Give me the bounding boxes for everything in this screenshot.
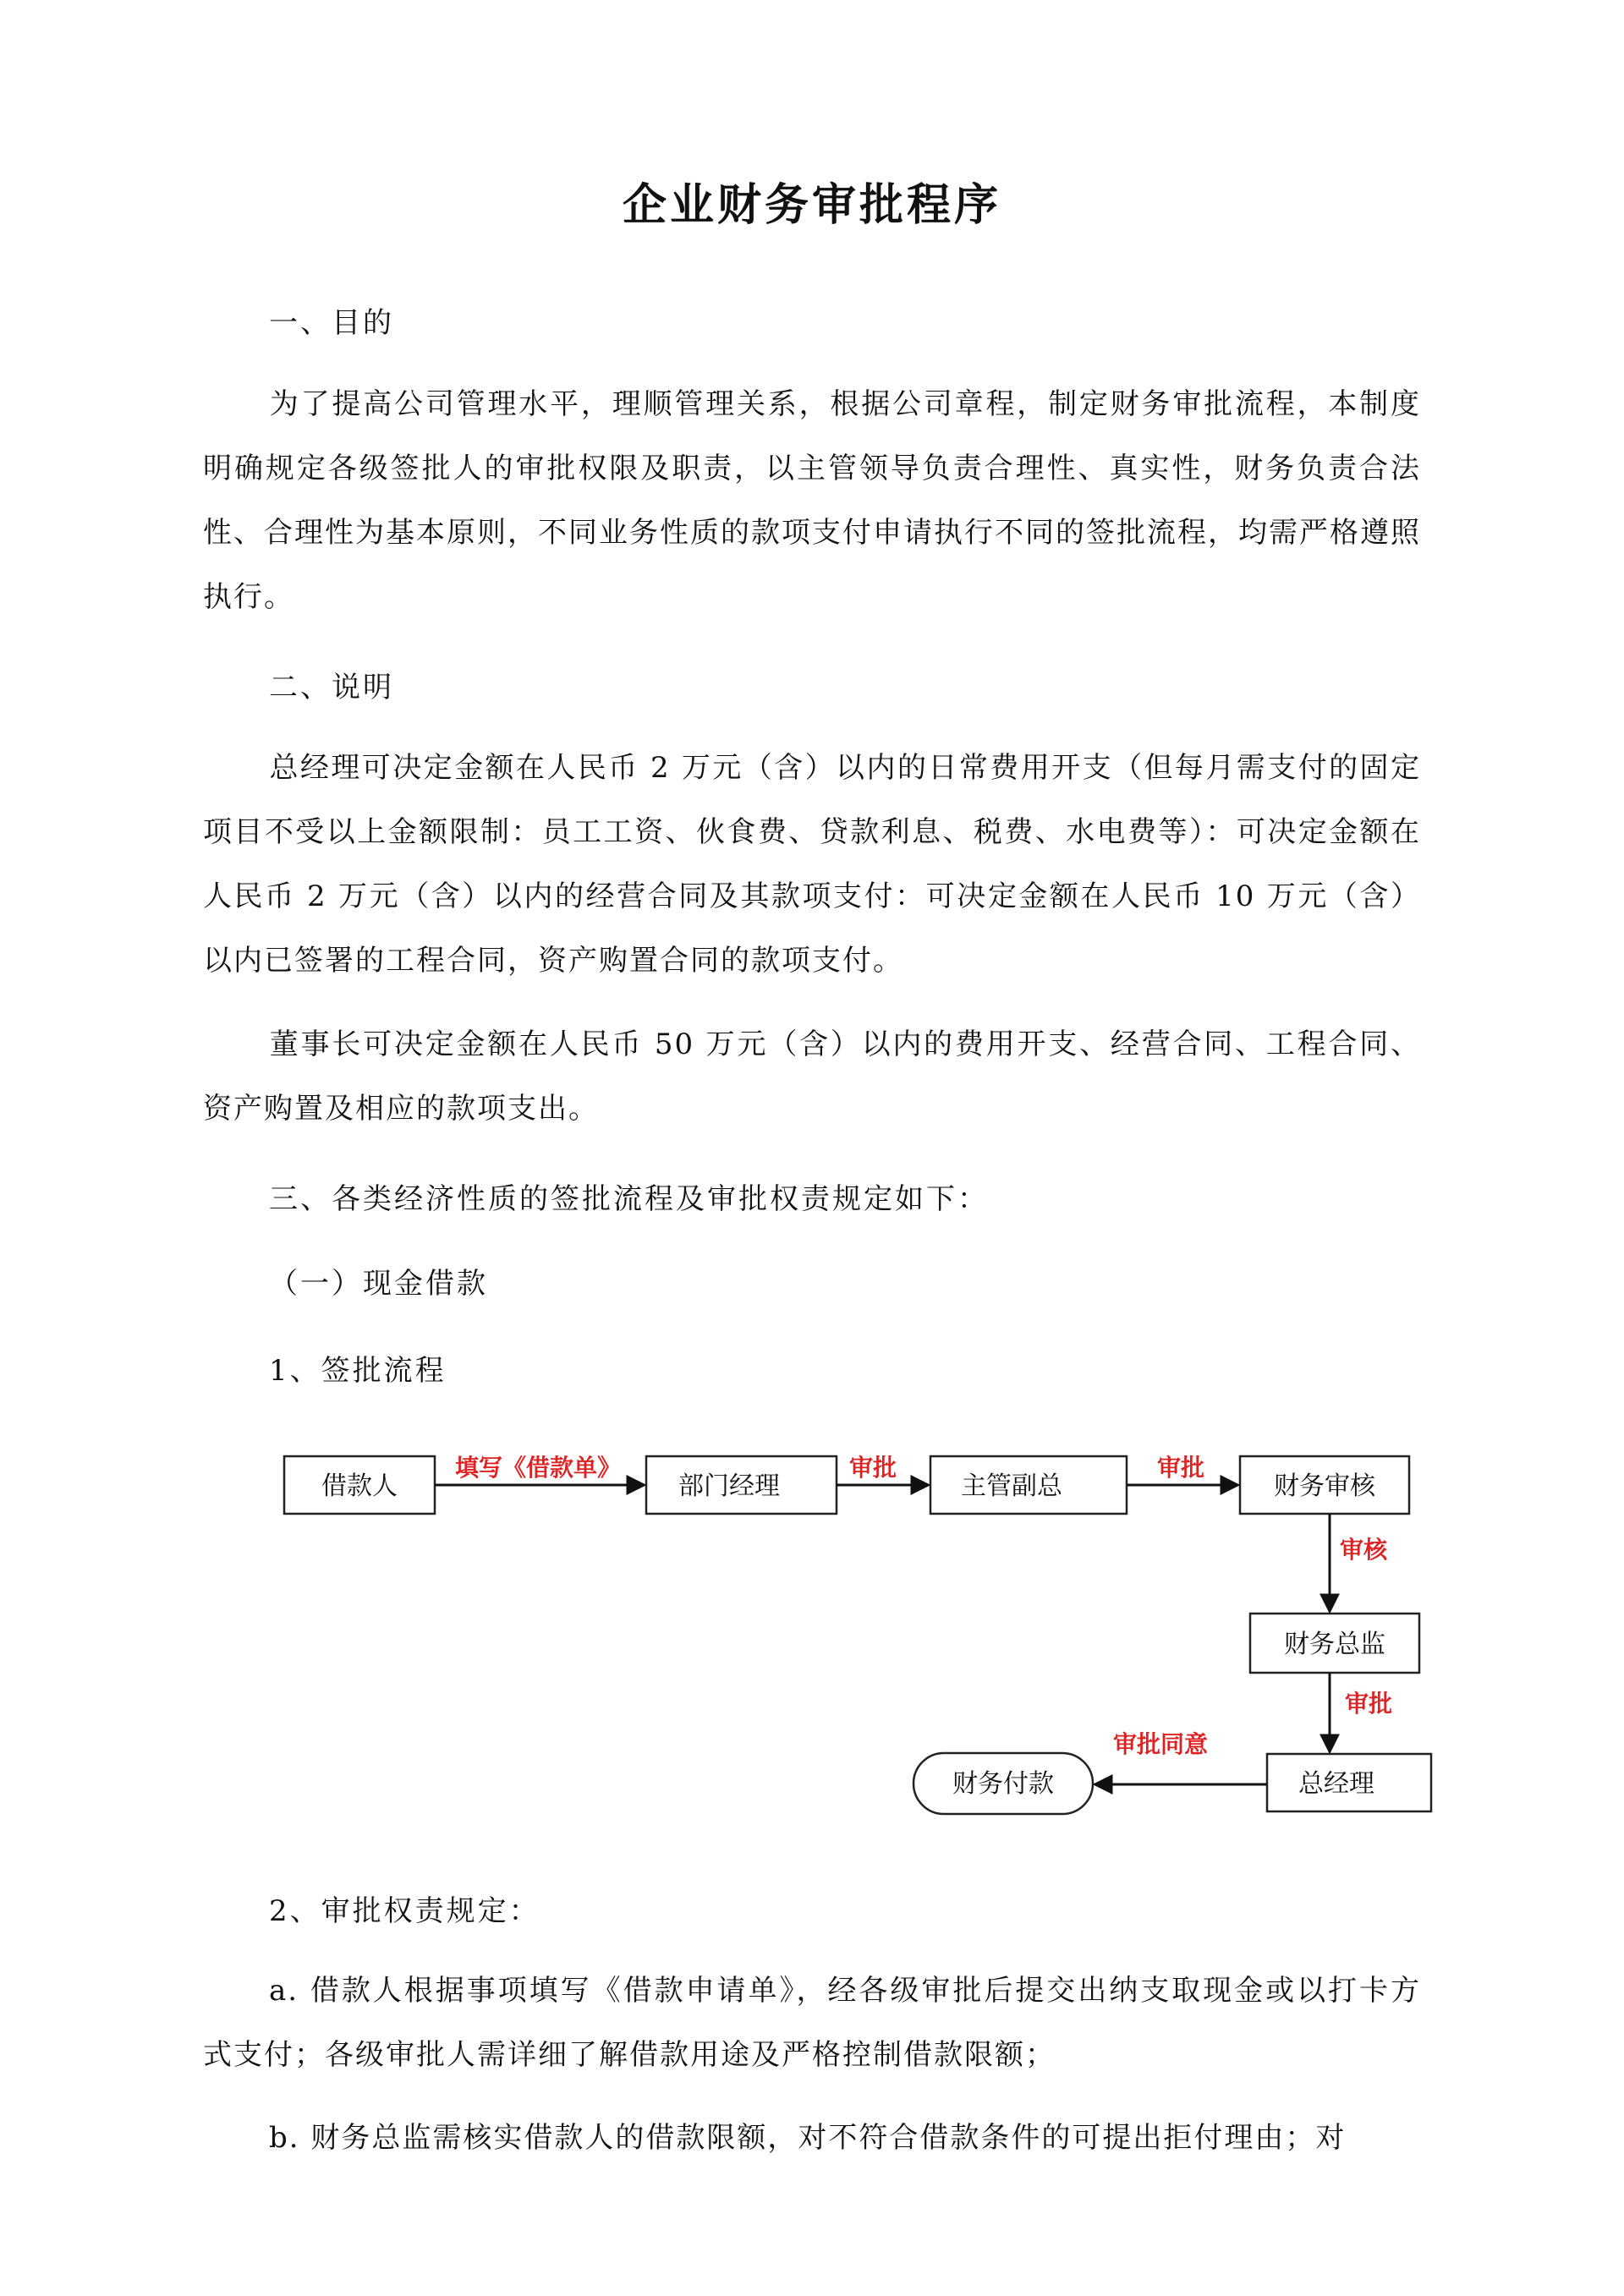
edge-label-review: 审核 (1340, 1536, 1388, 1564)
node-payment (914, 1753, 1098, 1819)
node-finance-review (1240, 1456, 1414, 1519)
edge-label-approve-agree: 审批同意 (1113, 1730, 1209, 1758)
node-cfo (1250, 1614, 1424, 1678)
item-heading-authority: 2、审批权责规定： (269, 1894, 540, 1928)
edge-label-fill-form: 填写《借款单》 (455, 1454, 622, 1482)
section-heading-explain: 二、说明 (269, 671, 394, 704)
section-heading-purpose: 一、目的 (269, 306, 394, 340)
node-deputy-gm (930, 1456, 1132, 1519)
node-dept-manager-label: 部门经理 (678, 1471, 780, 1501)
edge-label-approve-1: 审批 (849, 1454, 897, 1482)
rule-a-paragraph (203, 1959, 1421, 2087)
node-finance-review-label: 财务审核 (1274, 1471, 1375, 1501)
rule-b-paragraph (203, 2106, 1421, 2170)
node-cfo-label: 财务总监 (1284, 1630, 1385, 1659)
item-heading-flow: 1、签批流程 (269, 1354, 447, 1388)
explain-text-2: 董事长可决定金额在人民币 50 万元（含）以内的费用开支、经营合同、工程合同、资产购置及相应的款项支出。 (203, 1027, 1421, 1126)
node-payment-label: 财务付款 (952, 1769, 1054, 1799)
edge-label-approve-3: 审批 (1345, 1690, 1393, 1718)
node-gm-label: 总经理 (1298, 1769, 1374, 1799)
node-gm (1267, 1754, 1436, 1817)
subsection-heading-cash-loan: （一）现金借款 (269, 1267, 488, 1301)
edge-label-approve-2: 审批 (1157, 1454, 1205, 1482)
page-title: 企业财务审批程序 (622, 179, 1001, 231)
node-dept-manager (646, 1456, 842, 1519)
node-deputy-gm-label: 主管副总 (961, 1471, 1062, 1501)
node-borrower (284, 1456, 440, 1519)
explain-text-1: 总经理可决定金额在人民币 2 万元（含）以内的日常费用开支（但每月需支付的固定项目不受以上金额限制：员工工资、伙食费、贷款利息、税费、水电费等）：可决定金额在人民币 2 万元（含）以内的经营合同及其款项支付：可决定金额在人民币 10 万元（含）以内已签署的工程合同，资产购置合同的款项支付。 (203, 751, 1421, 978)
node-borrower-label: 借款人 (321, 1471, 398, 1501)
rule-b-text: b. 财务总监需核实借款人的借款限额，对不符合借款条件的可提出拒付理由；对 (269, 2121, 1347, 2155)
purpose-text: 为了提高公司管理水平，理顺管理关系，根据公司章程，制定财务审批流程，本制度明确规定各级签批人的审批权限及职责，以主管领导负责合理性、真实性，财务负责合法性、合理性为基本原则，不同业务性质的款项支付申请执行不同的签批流程，均需严格遵照执行。 (203, 387, 1421, 614)
section-heading-rules: 三、各类经济性质的签批流程及审批权责规定如下： (269, 1182, 989, 1216)
rule-a-text: a. 借款人根据事项填写《借款申请单》，经各级审批后提交出纳支取现金或以打卡方式支付；各级审批人需详细了解借款用途及严格控制借款限额； (203, 1974, 1421, 2072)
